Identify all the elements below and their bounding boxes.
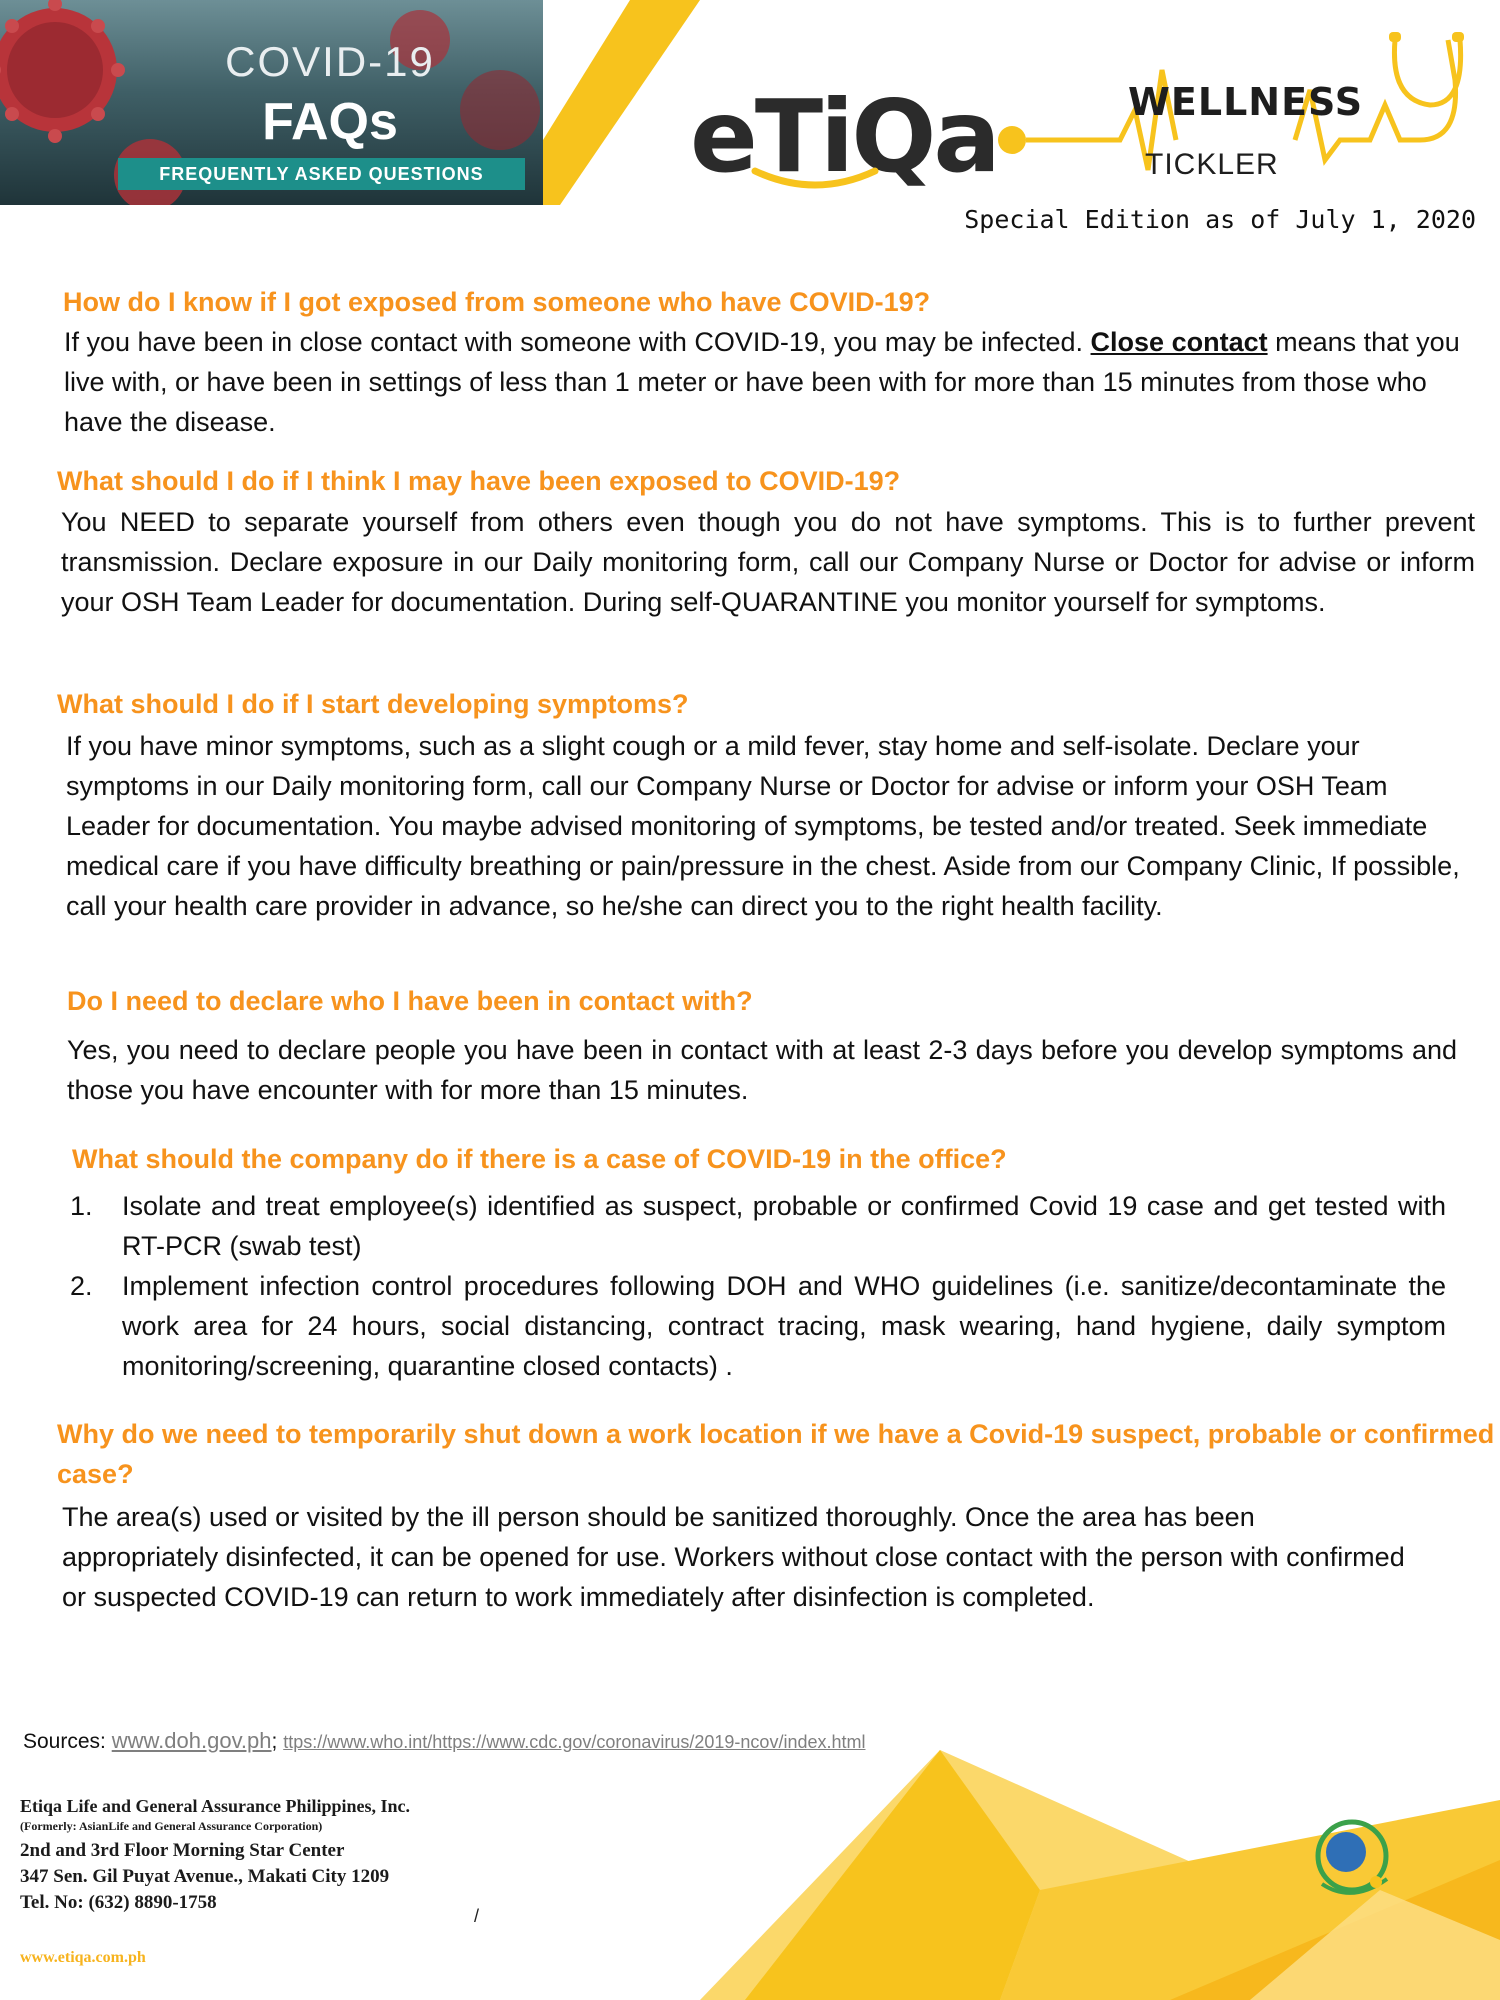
covid-faqs-banner [0,0,543,205]
list-item [70,1266,1446,1386]
website-link[interactable]: www.etiqa.com.ph [20,1949,146,1966]
faq-answer-1 [64,322,1464,442]
company-info [20,1796,410,1916]
close-contact-emphasis: Close contact [1090,327,1268,357]
faq-question-4: Do I need to declare who I have been in contact with? [67,986,753,1016]
company-name: Etiqa Life and General Assurance Philippines, Inc. [20,1796,411,1816]
banner-subtitle: FAQs [262,93,398,151]
banner-tagline: FREQUENTLY ASKED QUESTIONS [118,158,525,190]
etiqa-logo: eTiQa [690,78,998,195]
doh-link[interactable]: www.doh.gov.ph [111,1728,272,1753]
faq-question-5: What should the company do if there is a case of COVID-19 in the office? [72,1144,1007,1174]
wellness-label: WELLNESS [1128,80,1364,124]
sources-separator: ; [271,1730,278,1753]
footer-slash: / [474,1906,480,1926]
list-item [70,1186,1446,1266]
faq-answer-4: Yes, you need to declare people you have been in contact with at least 2-3 days before you develop symptoms and those you have encounter with for more than 15 minutes. [67,1035,1457,1105]
list-number: 1. [70,1191,93,1221]
telephone: Tel. No: (632) 8890-1758 [20,1892,217,1913]
faq-answer-2: You NEED to separate yourself from others even though you do not have symptoms. This is to further prevent transmission. Declare exposure in our Daily monitoring form, call our Company Nurse or Doctor for advise or inform your OSH Team Leader for documentation. During self-QUARANTINE you monitor yourself for symptoms. [61,507,1475,617]
who-cdc-link[interactable]: ttps://www.who.int/https://www.cdc.gov/coronavirus/2019-ncov/index.html [283,1732,866,1752]
address-line-1: 2nd and 3rd Floor Morning Star Center [20,1840,345,1861]
tickler-label: TICKLER [1145,148,1279,181]
company-steps-list [70,1186,1446,1386]
edition-date: Special Edition as of July 1, 2020 [964,205,1476,234]
logo-smile-icon [745,165,885,195]
list-text: Isolate and treat employee(s) identified as suspect, probable or confirmed Covid 19 case and get tested with RT-PCR (swab test) [122,1191,1446,1261]
banner-title: COVID-19 [225,38,435,85]
faq-answer-6: The area(s) used or visited by the ill person should be sanitized thoroughly. Once the area has been appropriately disinfected, it can be opened for use. Workers without close contact with the person with confirmed or suspected COVID-19 can return to work immediately after disinfection is completed. [62,1502,1405,1612]
answer-text: means that you live with, or have been in settings of less than 1 meter or have been with for more than 15 minutes from those who have the disease. [64,327,1460,437]
wellness-program-badge-icon [1302,1804,1402,1904]
faq-answer-3: If you have minor symptoms, such as a slight cough or a mild fever, stay home and self-isolate. Declare your symptoms in our Daily monitoring form, call our Company Nurse or Doctor for advise or inform your OSH Team Leader for documentation. You maybe advised monitoring of symptoms, be tested and/or treated. Seek immediate medical care if you have difficulty breathing or pain/pressure in the chest. Aside from our Company Clinic, If possible, call your health care provider in advance, so he/she can direct you to the right health facility. [66,731,1460,921]
answer-text: If you have been in close contact with someone with COVID-19, you may be infected. [64,327,1091,357]
list-text: Implement infection control procedures following DOH and WHO guidelines (i.e. sanitize/decontaminate the work area for 24 hours, social distancing, contract tracing, mask wearing, hand hygiene, daily symptom monitoring/screening, quarantine closed contacts) . [122,1271,1446,1381]
faq-question-6: Why do we need to temporarily shut down a work location if we have a Covid-19 suspect, probable or confirmed case? [57,1419,1495,1489]
company-former-name: (Formerly: AsianLife and General Assurance Corporation) [20,1819,323,1833]
sources-label: Sources: [23,1730,112,1753]
faq-question-3: What should I do if I start developing symptoms? [57,689,689,719]
list-number: 2. [70,1271,93,1301]
faq-question-2: What should I do if I think I may have been exposed to COVID-19? [57,466,901,496]
faq-question-1: How do I know if I got exposed from someone who have COVID-19? [63,287,931,317]
address-line-2: 347 Sen. Gil Puyat Avenue., Makati City 1209 [20,1866,390,1887]
